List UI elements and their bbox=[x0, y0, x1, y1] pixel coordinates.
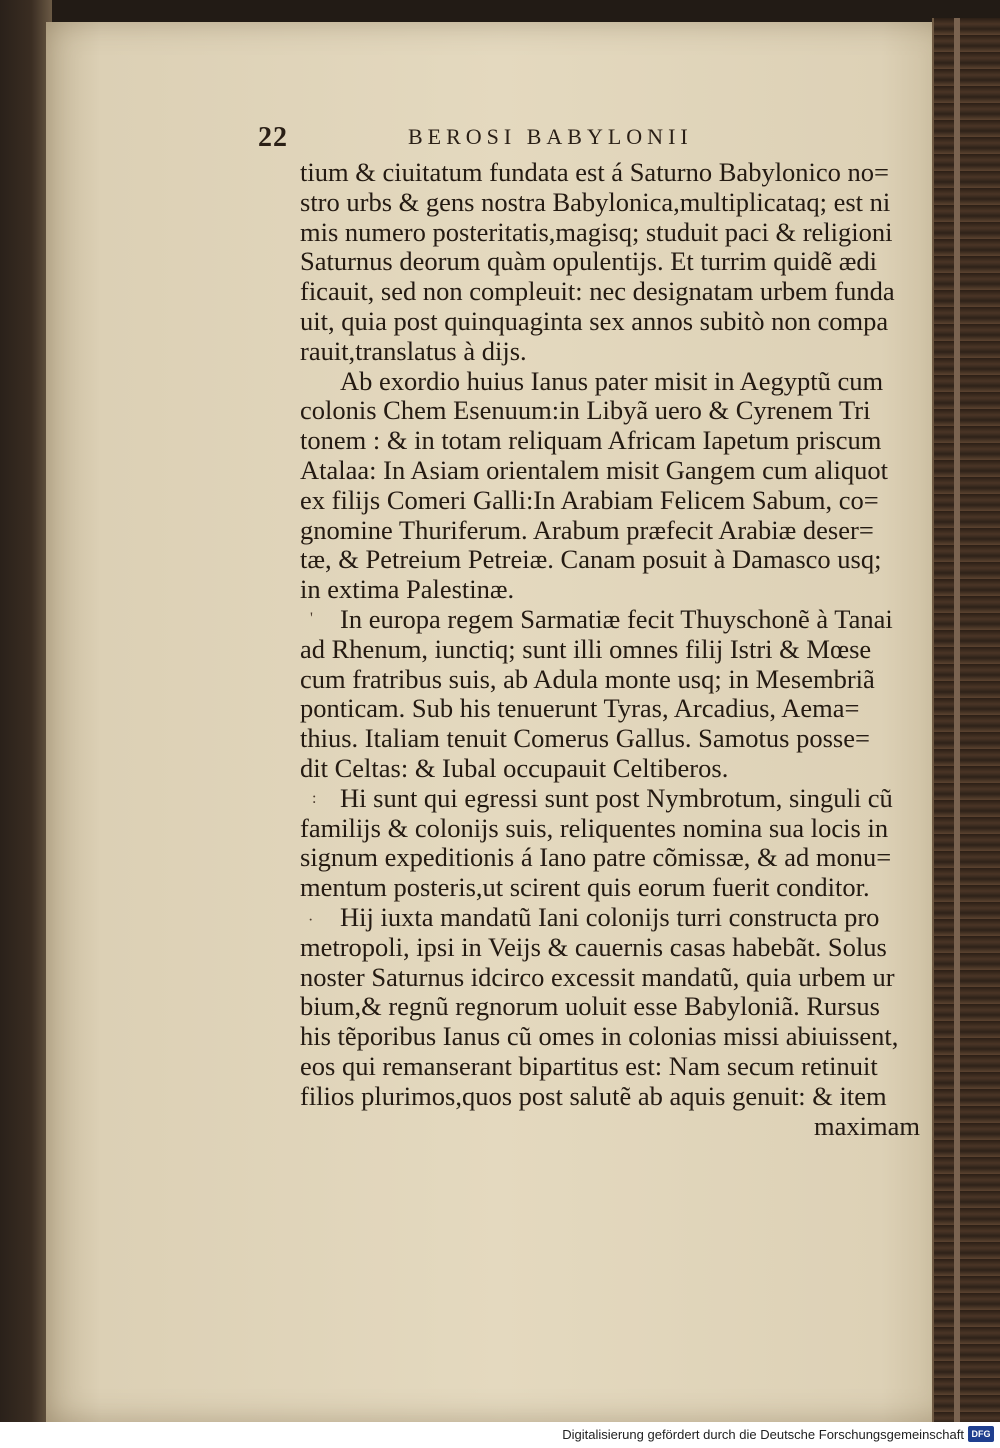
page-header bbox=[258, 118, 818, 158]
text-line: ad Rhenum, iunctiq; sunt illi omnes filij Istri & Mœse bbox=[300, 634, 872, 664]
text-line: signum expeditionis á Iano patre cõmissæ, & ad monu= bbox=[300, 843, 892, 873]
text-line: uit, quia post quinquaginta sex annos subitò non compa bbox=[300, 306, 889, 336]
book-spine bbox=[932, 18, 1000, 1428]
text-line: Saturnus deorum quàm opulentijs. Et turrim quidẽ ædi bbox=[300, 247, 878, 277]
text-line: cum fratribus suis, ab Adula monte usq; in Mesembriã bbox=[300, 664, 875, 694]
text-line: Hi sunt qui egressi sunt post Nymbrotum, singuli cũ bbox=[340, 783, 893, 813]
text-line: in extima Palestinæ. bbox=[300, 575, 515, 605]
catchword: maximam bbox=[814, 1111, 920, 1141]
text-line: tonem : & in totam reliquam Africam Iapetum priscum bbox=[300, 426, 882, 456]
text-line: ex filijs Comeri Galli:In Arabiam Felicem Sabum, co= bbox=[300, 485, 879, 515]
text-line: thius. Italiam tenuit Comerus Gallus. Samotus posse= bbox=[300, 724, 870, 754]
margin-mark: · bbox=[308, 912, 314, 929]
dfg-logo: DFG bbox=[968, 1426, 994, 1442]
text-line: ficauit, sed non compleuit: nec designatam urbem funda bbox=[300, 277, 895, 307]
footer-credit: Digitalisierung gefördert durch die Deutsche Forschungsgemeinschaft bbox=[562, 1427, 964, 1442]
text-line: gnomine Thuriferum. Arabum præfecit Arabiæ deser= bbox=[300, 515, 874, 545]
text-line: mis numero posteritatis,magisq; studuit paci & religioni bbox=[300, 217, 893, 247]
text-line: eos qui remanserant bipartitus est: Nam secum retinuit bbox=[300, 1051, 878, 1081]
text-line: noster Saturnus idcirco excessit mandatũ, quia urbem ur bbox=[300, 962, 895, 992]
text-line: tium & ciuitatum fundata est á Saturno Babylonico no= bbox=[300, 158, 890, 187]
page-number: 22 bbox=[258, 122, 288, 153]
text-line: Ab exordio huius Ianus pater misit in Aegyptũ cum bbox=[340, 366, 884, 396]
text-line: dit Celtas: & Iubal occupauit Celtiberos. bbox=[300, 753, 729, 783]
text-line: In europa regem Sarmatiæ fecit Thuyschonẽ à Tanai bbox=[340, 604, 893, 634]
text-line: tæ, & Petreium Petreiæ. Canam posuit à Damasco usq; bbox=[300, 545, 882, 575]
text-line: ponticam. Sub his tenuerunt Tyras, Arcadius, Aema= bbox=[300, 694, 860, 724]
footer-bar bbox=[0, 1422, 1000, 1448]
text-line: Atalaa: In Asiam orientalem misit Gangem cum aliquot bbox=[300, 455, 889, 485]
margin-mark: ' bbox=[310, 610, 313, 627]
text-line: Hij iuxta mandatũ Iani colonijs turri constructa pro bbox=[340, 902, 880, 932]
body-text bbox=[300, 158, 920, 1141]
text-line: metropoli, ipsi in Veijs & cauernis casas habebãt. Solus bbox=[300, 932, 887, 962]
text-line: familijs & colonijs suis, reliquentes nomina sua locis in bbox=[300, 813, 889, 843]
spine-stripe bbox=[954, 18, 960, 1428]
text-line: bium,& regnũ regnorum uoluit esse Babyloniã. Rursus bbox=[300, 992, 880, 1022]
text-line: mentum posteris,ut scirent quis eorum fuerit conditor. bbox=[300, 873, 870, 903]
running-head: BEROSI BABYLONII bbox=[408, 124, 693, 149]
text-line: rauit,translatus à dijs. bbox=[300, 336, 527, 366]
text-line: his tẽporibus Ianus cũ omes in colonias missi abiuissent, bbox=[300, 1022, 899, 1052]
book-left-edge bbox=[0, 0, 52, 1428]
margin-mark: : bbox=[312, 790, 317, 807]
text-line: stro urbs & gens nostra Babylonica,multiplicataq; est ni bbox=[300, 187, 891, 217]
text-line: colonis Chem Esenuum:in Libyã uero & Cyrenem Tri bbox=[300, 396, 871, 426]
text-line: filios plurimos,quos post salutẽ ab aquis genuit: & item bbox=[300, 1081, 887, 1111]
